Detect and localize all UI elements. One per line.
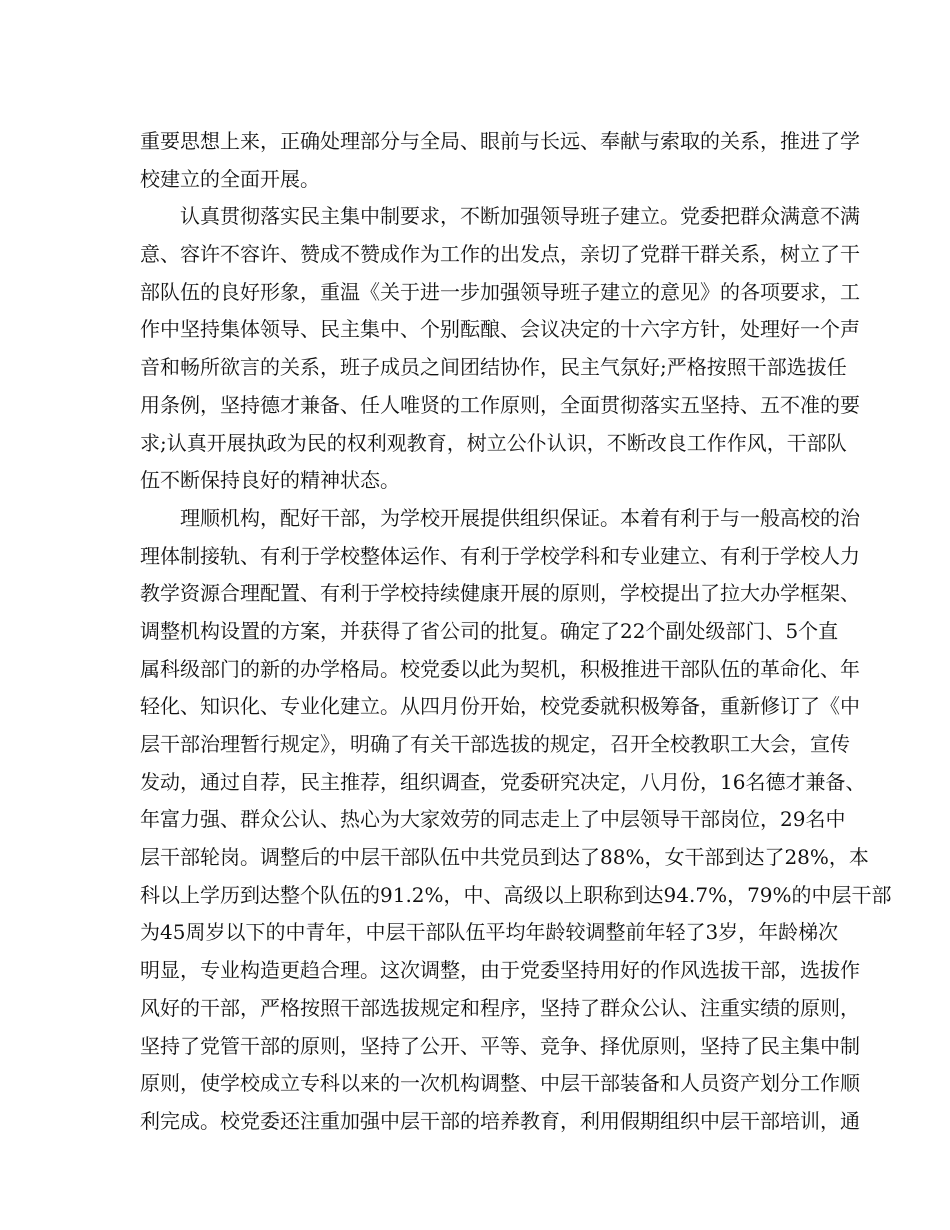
text-line: 作中坚持集体领导、民主集中、个别酝酿、会议决定的十六字方针，处理好一个声 [140, 317, 860, 342]
text-line: 教学资源合理配置、有利于学校持续健康开展的原则，学校提出了拉大办学框架、 [140, 581, 860, 606]
text-line: 校建立的全面开展。 [140, 166, 320, 191]
text-line: 属科级部门的新的办学格局。校党委以此为契机，积极推进干部队伍的革命化、年 [140, 656, 860, 681]
text-line: 调整机构设置的方案，并获得了省公司的批复。确定了22个副处级部门、5个直 [140, 618, 839, 643]
text-line: 意、容许不容许、赞成不赞成作为工作的出发点，亲切了党群干群关系，树立了干 [140, 242, 860, 267]
text-line: 为45周岁以下的中青年，中层干部队伍平均年龄较调整前年轻了3岁，年龄梯次 [140, 920, 839, 945]
text-line: 发动，通过自荐，民主推荐，组织调查，党委研究决定，八月份，16名德才兼备、 [140, 769, 866, 794]
text-line: 轻化、知识化、专业化建立。从四月份开始，校党委就积极筹备，重新修订了《中 [140, 694, 860, 719]
text-line: 层干部轮岗。调整后的中层干部队伍中共党员到达了88%，女干部到达了28%，本 [140, 845, 869, 870]
text-line: 原则，使学校成立专科以来的一次机构调整、中层干部装备和人员资产划分工作顺 [140, 1071, 860, 1096]
text-line: 部队伍的良好形象，重温《关于进一步加强领导班子建立的意见》的各项要求，工 [140, 279, 860, 304]
paragraph-first-line: 认真贯彻落实民主集中制要求，不断加强领导班子建立。党委把群众满意不满 [180, 204, 860, 229]
text-line: 求;认真开展执政为民的权利观教育，树立公仆认识，不断改良工作作风，干部队 [140, 430, 847, 455]
text-line: 伍不断保持良好的精神状态。 [140, 468, 400, 493]
text-line: 年富力强、群众公认、热心为大家效劳的同志走上了中层领导干部岗位，29名中 [140, 807, 846, 832]
text-line: 音和畅所欲言的关系，班子成员之间团结协作，民主气氛好;严格按照干部选拔任 [140, 355, 847, 380]
text-line: 风好的干部，严格按照干部选拔规定和程序，坚持了群众公认、注重实绩的原则， [140, 995, 860, 1020]
text-line: 科以上学历到达整个队伍的91.2%，中、高级以上职称到达94.7%，79%的中层干部 [140, 882, 892, 907]
text-line: 利完成。校党委还注重加强中层干部的培养教育，利用假期组织中层干部培训，通 [140, 1108, 860, 1133]
text-line: 重要思想上来，正确处理部分与全局、眼前与长远、奉献与索取的关系，推进了学 [140, 129, 860, 153]
text-line: 坚持了党管干部的原则，坚持了公开、平等、竞争、择优原则，坚持了民主集中制 [140, 1033, 860, 1058]
text-line: 明显，专业构造更趋合理。这次调整，由于党委坚持用好的作风选拔干部，选拔作 [140, 958, 860, 983]
paragraph-first-line: 理顺机构，配好干部，为学校开展提供组织保证。本着有利于与一般高校的治 [180, 505, 860, 530]
text-line: 理体制接轨、有利于学校整体运作、有利于学校学科和专业建立、有利于学校人力 [140, 543, 860, 568]
body-text [140, 123, 892, 1141]
text-line: 用条例，坚持德才兼备、任人唯贤的工作原则，全面贯彻落实五坚持、五不准的要 [140, 392, 860, 417]
text-line: 层干部治理暂行规定》，明确了有关干部选拔的规定，召开全校教职工大会，宣传 [140, 732, 850, 756]
